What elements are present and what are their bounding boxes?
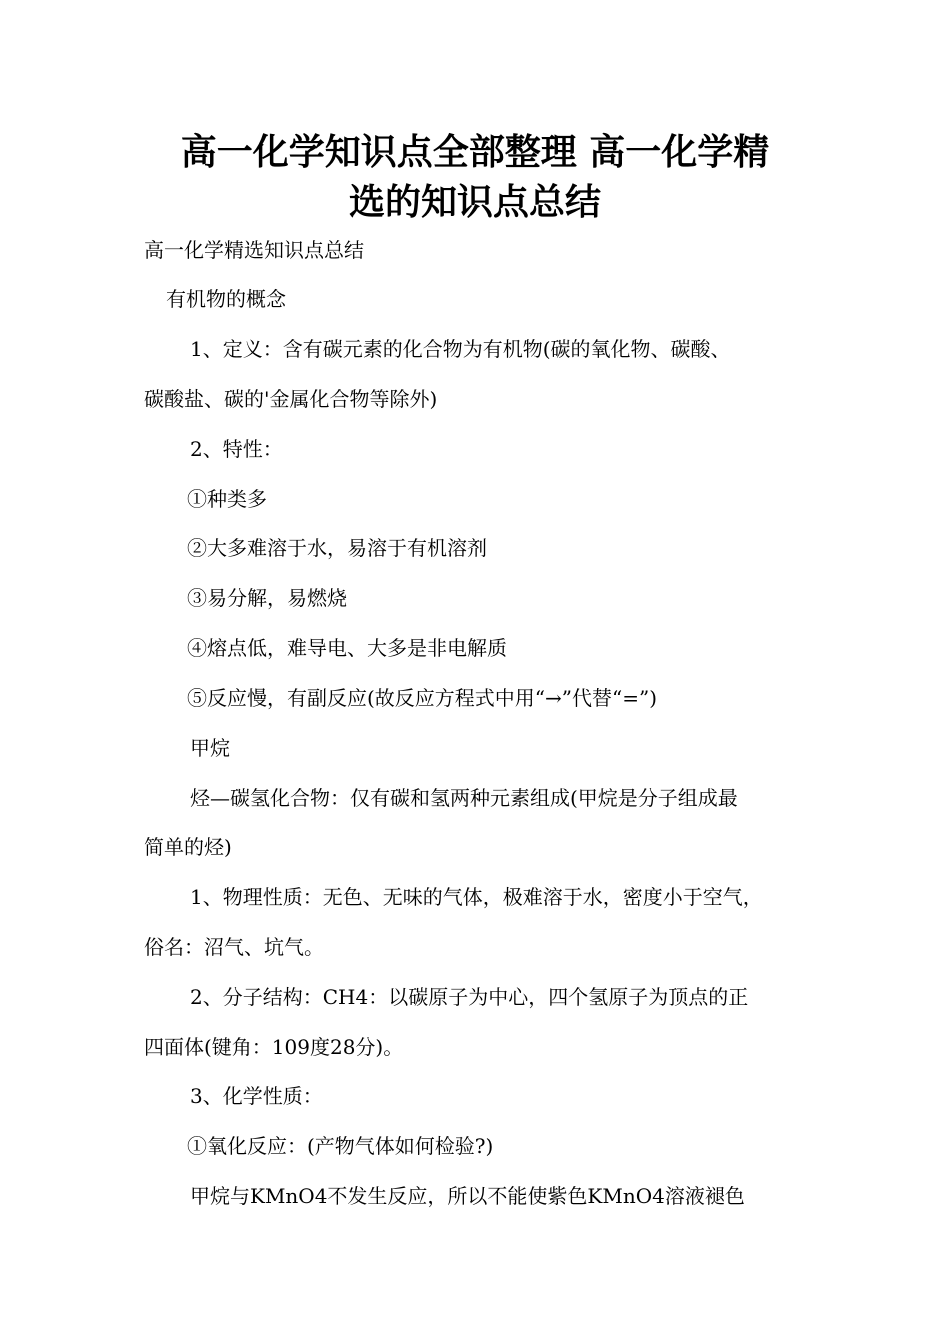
paragraph-line: 俗名：沼气、坑气。 — [144, 935, 324, 959]
list-item: ①种类多 — [187, 487, 267, 511]
paragraph-line: 2、特性： — [190, 437, 283, 461]
section-heading-organic: 有机物的概念 — [166, 287, 286, 311]
list-item: ③易分解，易燃烧 — [187, 586, 347, 610]
paragraph-line: 四面体(键角：109度28分)。 — [144, 1035, 404, 1059]
paragraph-line: 1、定义：含有碳元素的化合物为有机物(碳的氧化物、碳酸、 — [190, 337, 731, 361]
list-item: ①氧化反应：(产物气体如何检验?) — [187, 1134, 494, 1158]
document-title-line-1: 高一化学知识点全部整理 高一化学精 — [180, 132, 770, 173]
paragraph-line: 简单的烃) — [144, 835, 232, 859]
paragraph-line: 甲烷与KMnO4不发生反应，所以不能使紫色KMnO4溶液褪色 — [190, 1184, 745, 1208]
paragraph-line: 1、物理性质：无色、无味的气体，极难溶于水，密度小于空气， — [190, 885, 763, 909]
document-title-line-2: 选的知识点总结 — [348, 182, 601, 223]
paragraph-line: 碳酸盐、碳的'金属化合物等除外) — [144, 387, 438, 411]
list-item: ②大多难溶于水，易溶于有机溶剂 — [187, 536, 487, 560]
subtitle-text: 高一化学精选知识点总结 — [144, 238, 364, 262]
paragraph-line: 2、分子结构：CH4：以碳原子为中心，四个氢原子为顶点的正 — [190, 985, 749, 1009]
section-heading-methane: 甲烷 — [190, 736, 230, 760]
paragraph-line: 3、化学性质： — [190, 1084, 323, 1108]
list-item: ④熔点低，难导电、大多是非电解质 — [187, 636, 507, 660]
paragraph-line: 烃—碳氢化合物：仅有碳和氢两种元素组成(甲烷是分子组成最 — [190, 786, 738, 810]
list-item: ⑤反应慢，有副反应(故反应方程式中用“→”代替“=”) — [187, 686, 658, 710]
